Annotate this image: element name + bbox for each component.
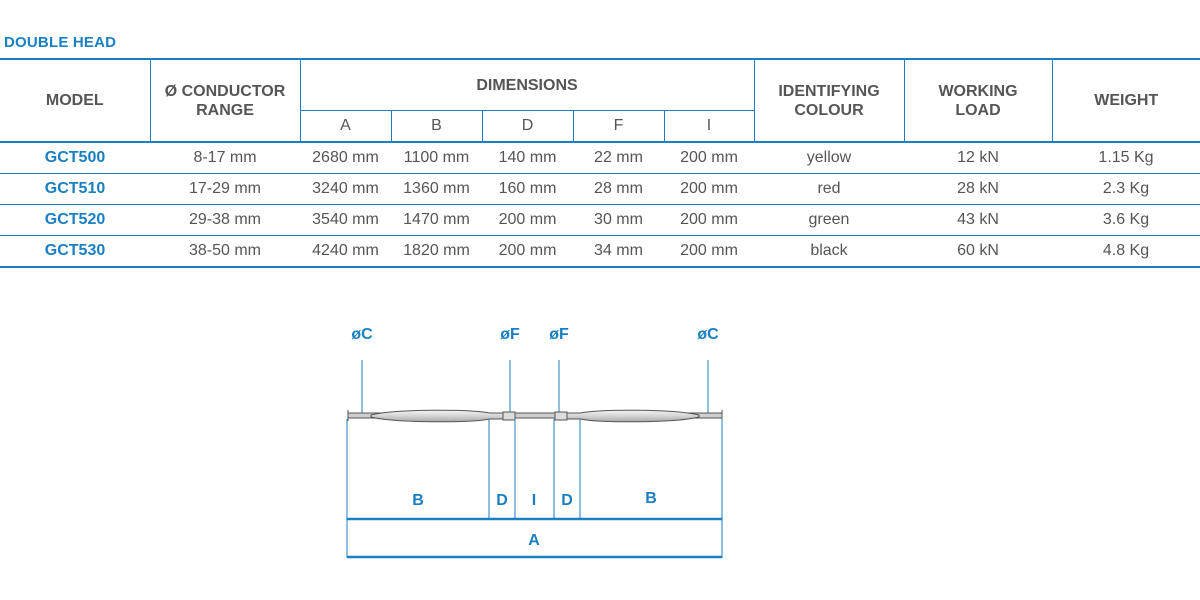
label-total-a: A (528, 532, 540, 549)
label-diameter-c-right: øC (697, 326, 719, 343)
cell-i: 200 mm (680, 211, 738, 228)
header-working-load: WORKING LOAD (904, 59, 1052, 142)
cell-a: 3240 mm (312, 180, 379, 197)
cell-range: 8-17 mm (193, 149, 257, 166)
cell-b: 1820 mm (403, 242, 470, 259)
cell-weight: 4.8 Kg (1102, 242, 1150, 259)
cell-colour: green (808, 211, 850, 228)
cell-weight: 2.3 Kg (1102, 180, 1150, 197)
cell-load: 60 kN (957, 242, 999, 259)
subheader-d: D (482, 111, 573, 143)
label-segment-d-left: D (496, 492, 508, 509)
cell-a: 4240 mm (312, 242, 379, 259)
cell-range: 38-50 mm (188, 242, 262, 259)
cell-d: 140 mm (498, 149, 557, 166)
label-segment-d-right: D (561, 492, 573, 509)
label-diameter-c-left: øC (351, 326, 373, 343)
header-conductor-range: Ø CONDUCTOR RANGE (150, 59, 300, 142)
cell-colour: red (817, 180, 841, 197)
cell-model: GCT500 (44, 149, 106, 166)
cell-colour: black (810, 242, 848, 259)
header-dimensions: DIMENSIONS (300, 59, 754, 111)
subheader-a: A (300, 111, 391, 143)
cell-model: GCT520 (44, 211, 106, 228)
cell-d: 200 mm (498, 242, 557, 259)
cell-d: 160 mm (498, 180, 557, 197)
cell-b: 1100 mm (403, 149, 470, 166)
cell-i: 200 mm (680, 242, 738, 259)
leader-lines (362, 360, 708, 414)
label-diameter-f-right: øF (549, 326, 569, 343)
cell-b: 1360 mm (403, 180, 470, 197)
subheader-i: I (664, 111, 754, 143)
section-title: DOUBLE HEAD (4, 34, 117, 51)
cell-model: GCT530 (44, 242, 106, 259)
cell-i: 200 mm (680, 180, 738, 197)
cell-b: 1470 mm (403, 211, 470, 228)
cell-i: 200 mm (680, 149, 738, 166)
subheader-b: B (391, 111, 482, 143)
label-diameter-f-left: øF (500, 326, 520, 343)
label-segment-b-right: B (645, 490, 657, 507)
cell-range: 17-29 mm (188, 180, 262, 197)
cell-load: 43 kN (957, 211, 999, 228)
cell-a: 2680 mm (312, 149, 379, 166)
cell-range: 29-38 mm (188, 211, 262, 228)
cell-d: 200 mm (498, 211, 557, 228)
grip-body (348, 410, 722, 422)
cell-weight: 1.15 Kg (1098, 149, 1154, 166)
cell-weight: 3.6 Kg (1102, 211, 1150, 228)
cell-f: 22 mm (594, 149, 643, 166)
header-identifying-colour: IDENTIFYING COLOUR (754, 59, 904, 142)
cell-f: 30 mm (594, 211, 643, 228)
cell-model: GCT510 (44, 180, 106, 197)
cell-load: 28 kN (957, 180, 999, 197)
cell-f: 28 mm (594, 180, 643, 197)
subheader-f: F (573, 111, 664, 143)
cell-a: 3540 mm (312, 211, 379, 228)
header-model: MODEL (45, 92, 104, 109)
header-weight: WEIGHT (1052, 59, 1200, 142)
label-segment-b-left: B (412, 492, 424, 509)
cell-load: 12 kN (957, 149, 999, 166)
cell-f: 34 mm (594, 242, 643, 259)
label-segment-i: I (531, 492, 537, 509)
cell-colour: yellow (806, 149, 852, 166)
